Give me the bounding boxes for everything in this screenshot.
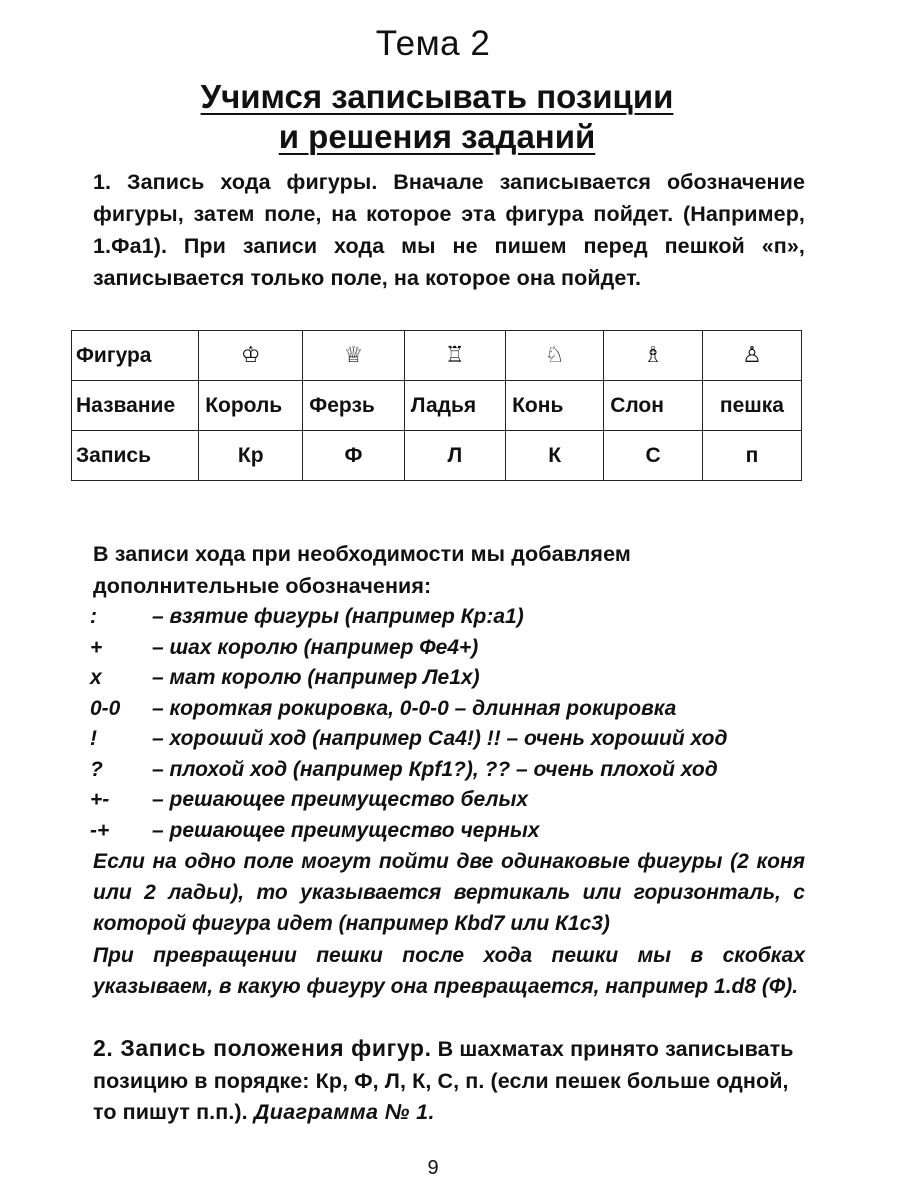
notation-king: Кр — [199, 431, 303, 481]
row-header-piece: Фигура — [72, 331, 199, 381]
notation-pawn: п — [702, 431, 801, 481]
notation-symbol: +- — [90, 788, 110, 811]
page-number: 9 — [427, 1157, 439, 1179]
notation-description: – решающее преимущество черных — [152, 818, 540, 842]
promotion-note-text: При превращении пешки после хода пешки мы в скобках указываем, в какую фигуру она превращается, например 1.d8 — [93, 944, 805, 998]
name-king: Король — [199, 381, 303, 431]
list-item — [88, 724, 808, 755]
notation-description: – мат королю (например Ле1х) — [152, 666, 480, 689]
notation-rook: Л — [404, 431, 505, 481]
notation-description: – решающее преимущество белых — [152, 788, 529, 811]
diagram-reference: Диаграмма № 1. — [253, 1100, 435, 1124]
notation-symbol: ! — [90, 727, 97, 750]
list-item — [88, 694, 808, 725]
notation-symbol: ? — [90, 757, 103, 781]
notation-description: – взятие фигуры (например Кр:а1) — [152, 605, 524, 628]
queen-icon: ♕ — [343, 343, 364, 368]
knight-icon: ♘ — [544, 343, 565, 368]
topic-heading: Тема 2 — [375, 24, 491, 63]
row-header-name: Название — [72, 381, 199, 431]
notation-description: – шах королю (например Фе4+) — [152, 635, 479, 659]
list-item — [88, 633, 808, 664]
notation-symbol: х — [90, 666, 102, 689]
list-item — [88, 816, 808, 847]
notation-symbol: 0-0 — [90, 696, 121, 720]
rook-icon: ♖ — [445, 343, 465, 368]
same-square-note: Если на одно поле могут пойти две одинаковые фигуры (2 коня или 2 ладьи), то указывается вертикаль или горизонталь, с которой фигура идет (например Кbd7 или К1с3) — [93, 850, 805, 935]
notation-symbol: + — [90, 635, 103, 659]
list-item — [88, 663, 808, 694]
bishop-icon: ♗ — [643, 343, 663, 368]
promotion-example: (Ф) — [761, 975, 793, 998]
name-rook: Ладья — [404, 381, 505, 431]
notation-list — [88, 602, 808, 846]
promotion-note-end: . — [792, 975, 799, 998]
name-queen: Ферзь — [303, 381, 404, 431]
notation-intro: В записи хода при необходимости мы добавляем дополнительные обозначения: — [93, 542, 631, 598]
table-row-pieces — [72, 331, 802, 381]
notation-description: – хороший ход (например Са4!) !! – очень хороший ход — [152, 727, 728, 750]
section-1-paragraph: 1. Запись хода фигуры. Вначале записывается обозначение фигуры, затем поле, на которое эта фигура пойдет. (Например, 1.Фа1). При записи хода мы не пишем перед пешкой «п», записывается только поле, на которое она пойдет. — [93, 170, 805, 290]
table-row-notation — [72, 431, 802, 481]
page-title-line-2: и решения заданий — [278, 118, 596, 155]
notation-symbol: -+ — [90, 818, 110, 842]
page-title-line-1: Учимся записывать позиции — [200, 78, 674, 115]
pieces-table — [71, 330, 802, 481]
notation-knight: К — [506, 431, 604, 481]
list-item — [88, 785, 808, 816]
row-header-notation: Запись — [72, 431, 199, 481]
section-2-text: В шахматах принято записывать позицию в порядке: Кр, Ф, Л, К, С, п. (если пешек больше одной, то пишут п.п.). — [93, 1037, 794, 1124]
notation-bishop: С — [604, 431, 703, 481]
notation-symbol: : — [90, 605, 97, 628]
list-item — [88, 755, 808, 786]
promotion-note — [93, 940, 805, 1002]
pawn-icon: ♙ — [742, 343, 762, 368]
list-item — [88, 602, 808, 633]
section-2-lead: 2. Запись положения фигур. — [93, 1035, 432, 1061]
notation-description: – короткая рокировка, 0-0-0 – длинная рокировка — [152, 696, 677, 720]
notation-description: – плохой ход (например Крf1?), ?? – очень плохой ход — [152, 757, 718, 781]
name-pawn: пешка — [702, 381, 801, 431]
king-icon: ♔ — [240, 343, 261, 368]
table-row-names — [72, 381, 802, 431]
section-2-paragraph — [93, 1033, 805, 1129]
name-knight: Конь — [506, 381, 604, 431]
name-bishop: Слон — [604, 381, 703, 431]
notation-queen: Ф — [303, 431, 404, 481]
